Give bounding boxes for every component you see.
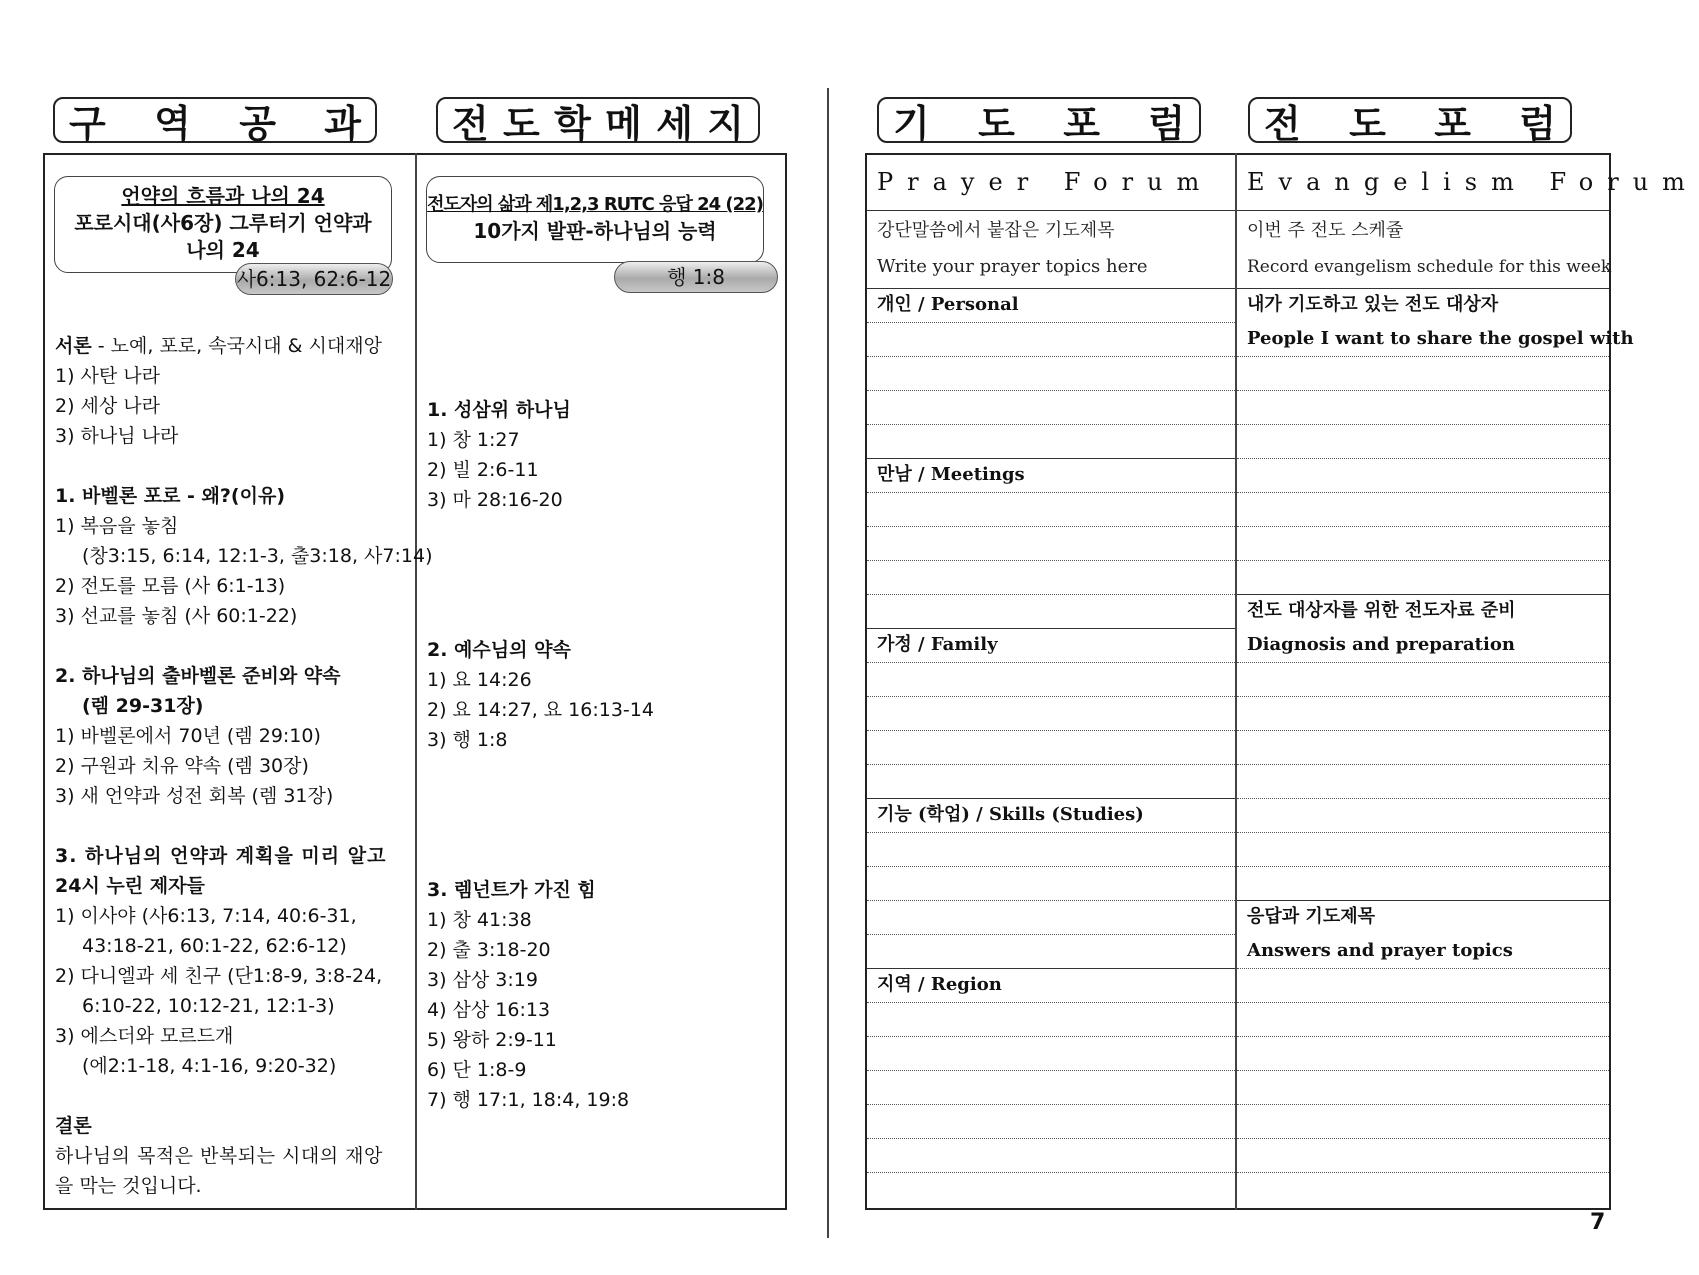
lesson-title-box — [54, 176, 392, 273]
writing-line[interactable] — [867, 935, 1235, 969]
writing-line[interactable] — [1237, 1139, 1609, 1173]
message-title-line2: 10가지 발판-하나님의 능력 — [473, 219, 717, 243]
conclusion-text: 하나님의 목적은 반복되는 시대의 재앙 — [55, 1145, 383, 1167]
message-verse-pill: 행 1:8 — [614, 261, 778, 293]
writing-line[interactable] — [867, 1037, 1235, 1071]
list-item: (창3:15, 6:14, 12:1-3, 출3:18, 사7:14) — [82, 545, 433, 567]
header-char: 세 — [656, 101, 693, 146]
prayer-category-skills: 기능 (학업) / Skills (Studies) — [867, 799, 1235, 833]
prayer-category-meetings: 만남 / Meetings — [867, 459, 1235, 493]
list-item: 2) 빌 2:6-11 — [427, 459, 539, 481]
prayer-category-family: 가정 / Family — [867, 629, 1235, 663]
writing-line[interactable] — [1237, 459, 1609, 493]
list-item: 1) 창 1:27 — [427, 429, 520, 451]
prayer-subtitle-en[interactable]: Write your prayer topics here — [867, 249, 1235, 289]
list-item: 4) 삼상 16:13 — [427, 999, 551, 1021]
writing-line[interactable] — [1237, 799, 1609, 833]
writing-line[interactable] — [867, 1003, 1235, 1037]
writing-line[interactable] — [1237, 1105, 1609, 1139]
header-char: 과 — [324, 101, 361, 146]
evangelism-target-en: People I want to share the gospel with — [1237, 323, 1609, 357]
writing-line[interactable] — [867, 357, 1235, 391]
list-item: 3) 에스더와 모르드개 — [55, 1025, 234, 1047]
writing-line[interactable] — [867, 1071, 1235, 1105]
evangelism-target-ko: 내가 기도하고 있는 전도 대상자 — [1247, 294, 1499, 315]
list-item: 43:18-21, 60:1-22, 62:6-12) — [82, 935, 347, 957]
lesson-title-line1: 언약의 흐름과 나의 24 — [121, 184, 325, 208]
writing-line[interactable] — [1237, 833, 1609, 867]
list-item: 7) 행 17:1, 18:4, 19:8 — [427, 1089, 630, 1111]
header-char: 공 — [239, 101, 276, 146]
writing-line[interactable] — [867, 493, 1235, 527]
left-column-divider — [415, 153, 417, 1210]
evangelism-prep-ko: 전도 대상자를 위한 전도자료 준비 — [1247, 600, 1516, 621]
header-evangelism-forum — [1248, 97, 1572, 146]
list-item: 2) 출 3:18-20 — [427, 939, 551, 961]
writing-line[interactable] — [1237, 1037, 1609, 1071]
list-item: 1) 창 41:38 — [427, 909, 532, 931]
header-char: 도 — [503, 101, 540, 146]
header-char: 학 — [554, 101, 591, 146]
writing-line[interactable] — [867, 391, 1235, 425]
evangelism-answers-en: Answers and prayer topics — [1237, 935, 1609, 969]
writing-line[interactable] — [1237, 1173, 1609, 1207]
list-item: 1) 요 14:26 — [427, 669, 532, 691]
writing-line[interactable] — [1237, 731, 1609, 765]
list-item: 3) 삼상 3:19 — [427, 969, 538, 991]
list-item: 2) 세상 나라 — [55, 395, 160, 417]
list-item: 6) 단 1:8-9 — [427, 1059, 527, 1081]
lesson-verse-pill: 사6:13, 62:6-12 — [235, 263, 393, 295]
header-char: 도 — [1349, 101, 1386, 146]
writing-line[interactable] — [867, 867, 1235, 901]
list-item: 3) 행 1:8 — [427, 729, 508, 751]
section-title: 3. 하나님의 언약과 계획을 미리 알고 — [55, 845, 387, 867]
prayer-subtitle-ko: 강단말씀에서 붙잡은 기도제목 — [877, 220, 1115, 241]
page-fold-line — [827, 88, 829, 1238]
evangelism-forum-column — [1237, 155, 1699, 1207]
writing-line[interactable] — [867, 527, 1235, 561]
list-item: 5) 왕하 2:9-11 — [427, 1029, 557, 1051]
section-title-cont: (렘 29-31장) — [82, 695, 204, 717]
intro-text: - 노예, 포로, 속국시대 & 시대재앙 — [91, 335, 382, 357]
evangelism-forum-title: Evangelism Forum — [1237, 155, 1609, 211]
writing-line[interactable] — [1237, 391, 1609, 425]
conclusion-text: 을 막는 것입니다. — [55, 1175, 202, 1197]
header-char: 구 — [69, 101, 106, 146]
header-char: 럼 — [1519, 101, 1556, 146]
section-title: 1. 성삼위 하나님 — [427, 399, 571, 421]
prayer-category-personal: 개인 / Personal — [867, 289, 1235, 323]
writing-line[interactable] — [1237, 357, 1609, 391]
writing-line[interactable] — [1237, 765, 1609, 799]
writing-line[interactable] — [867, 765, 1235, 799]
header-char: 지 — [707, 101, 744, 146]
list-item: 1) 복음을 놓침 — [55, 515, 179, 537]
header-char: 포 — [1434, 101, 1471, 146]
evangelism-answers-ko: 응답과 기도제목 — [1247, 906, 1375, 927]
writing-line[interactable] — [1237, 561, 1609, 595]
list-item: 2) 다니엘과 세 친구 (단1:8-9, 3:8-24, — [55, 965, 383, 987]
writing-line[interactable] — [867, 697, 1235, 731]
evangelism-subtitle-ko: 이번 주 전도 스케쥴 — [1247, 220, 1404, 241]
header-district-lesson — [53, 97, 377, 146]
writing-line[interactable] — [867, 1105, 1235, 1139]
list-item: 1) 이사야 (사6:13, 7:14, 40:6-31, — [55, 905, 357, 927]
writing-line[interactable] — [867, 561, 1235, 595]
section-title-cont: 24시 누린 제자들 — [55, 875, 205, 897]
list-item: 2) 요 14:27, 요 16:13-14 — [427, 699, 654, 721]
list-item: 3) 마 28:16-20 — [427, 489, 563, 511]
header-char: 럼 — [1148, 101, 1185, 146]
prayer-forum-title: Prayer Forum — [867, 155, 1235, 211]
writing-line[interactable] — [1237, 867, 1609, 901]
writing-line[interactable] — [867, 901, 1235, 935]
section-title: 2. 하나님의 출바벨론 준비와 약속 — [55, 665, 341, 687]
writing-line[interactable] — [867, 1139, 1235, 1173]
page-number: 7 — [1590, 1210, 1606, 1235]
section-title: 2. 예수님의 약속 — [427, 639, 571, 661]
writing-line[interactable] — [867, 595, 1235, 629]
section-title: 3. 렘넌트가 가진 힘 — [427, 879, 596, 901]
list-item: 2) 구원과 치유 약속 (렘 30장) — [55, 755, 309, 777]
section-title: 1. 바벨론 포로 - 왜?(이유) — [55, 485, 286, 507]
list-item: 3) 선교를 놓침 (사 60:1-22) — [55, 605, 298, 627]
list-item: 1) 사탄 나라 — [55, 365, 160, 387]
writing-line[interactable] — [867, 663, 1235, 697]
header-evangelism-message — [436, 97, 760, 146]
header-char: 메 — [605, 101, 642, 146]
writing-line[interactable] — [1237, 663, 1609, 697]
lesson-title-line3: 나의 24 — [186, 238, 260, 262]
writing-line[interactable] — [1237, 1003, 1609, 1037]
header-char: 기 — [893, 101, 930, 146]
message-body — [427, 395, 777, 1115]
list-item: 1) 바벨론에서 70년 (렘 29:10) — [55, 725, 321, 747]
writing-line[interactable] — [1237, 493, 1609, 527]
prayer-forum-column — [867, 155, 1235, 1207]
header-char: 도 — [978, 101, 1015, 146]
prayer-category-region: 지역 / Region — [867, 969, 1235, 1003]
writing-line[interactable] — [1237, 969, 1609, 1003]
writing-line[interactable] — [867, 731, 1235, 765]
writing-line[interactable] — [1237, 1071, 1609, 1105]
writing-line[interactable] — [1237, 527, 1609, 561]
header-prayer-forum — [877, 97, 1201, 146]
message-title-line1: 전도자의 삶과 제1,2,3 RUTC 응답 24 (22) — [427, 194, 763, 215]
evangelism-prep-en: Diagnosis and preparation — [1237, 629, 1609, 663]
lesson-body — [55, 331, 433, 1201]
header-char: 포 — [1063, 101, 1100, 146]
writing-line[interactable] — [867, 1173, 1235, 1207]
header-char: 전 — [452, 101, 489, 146]
header-char: 전 — [1264, 101, 1301, 146]
list-item: 2) 전도를 모름 (사 6:1-13) — [55, 575, 286, 597]
lesson-title-line2: 포로시대(사6장) 그루터기 언약과 — [74, 211, 372, 235]
list-item: 3) 새 언약과 성전 회복 (렘 31장) — [55, 785, 334, 807]
writing-line[interactable] — [867, 323, 1235, 357]
writing-line[interactable] — [1237, 697, 1609, 731]
header-char: 역 — [154, 101, 191, 146]
list-item: (에2:1-18, 4:1-16, 9:20-32) — [82, 1055, 337, 1077]
writing-line[interactable] — [1237, 425, 1609, 459]
writing-line[interactable] — [867, 425, 1235, 459]
message-title-box — [426, 176, 764, 263]
conclusion-label: 결론 — [55, 1115, 92, 1137]
writing-line[interactable] — [867, 833, 1235, 867]
intro-label: 서론 — [55, 335, 92, 357]
evangelism-subtitle-en[interactable]: Record evangelism schedule for this week — [1237, 249, 1609, 289]
list-item: 6:10-22, 10:12-21, 12:1-3) — [82, 995, 335, 1017]
list-item: 3) 하나님 나라 — [55, 425, 179, 447]
